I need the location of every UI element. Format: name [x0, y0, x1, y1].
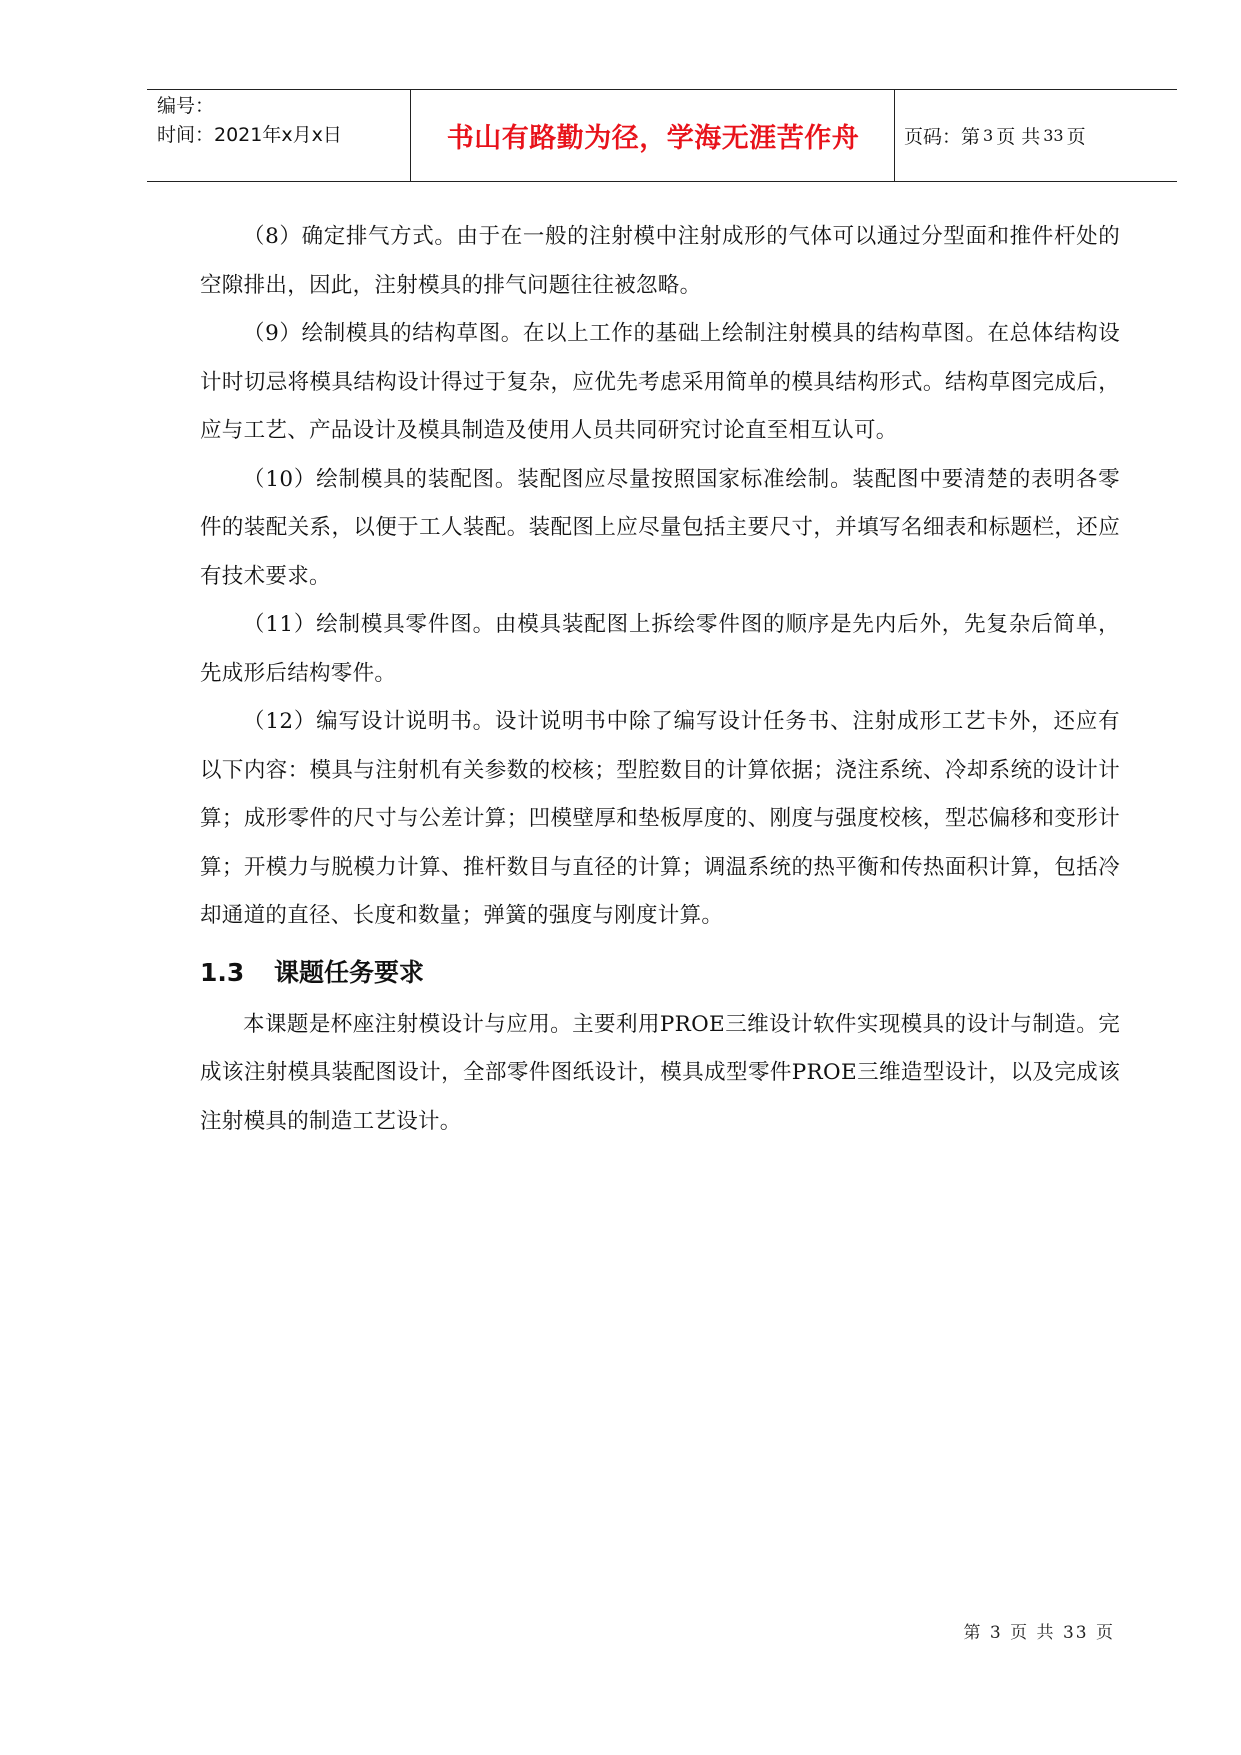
- header-divider: [894, 90, 895, 181]
- header-divider: [410, 90, 411, 181]
- section-paragraph: 本课题是杯座注射模设计与应用。主要利用PROE三维设计软件实现模具的设计与制造。完成该注射模具装配图设计，全部零件图纸设计，模具成型零件PROE三维造型设计，以及完成该注射模具的制造工艺设计。: [200, 1011, 1120, 1134]
- paragraph: （12）编写设计说明书。设计说明书中除了编写设计任务书、注射成形工艺卡外，还应有以下内容：模具与注射机有关参数的校核；型腔数目的计算依据；浇注系统、冷却系统的设计计算；成形零件的尺寸与公差计算；凹模壁厚和垫板厚度的、刚度与强度校核，型芯偏移和变形计算；开模力与脱模力计算、推杆数目与直径的计算；调温系统的热平衡和传热面积计算，包括冷却通道的直径、长度和数量；弹簧的强度与刚度计算。: [200, 709, 1120, 928]
- page-footer: 第 3 页 共 33 页: [963, 1623, 1115, 1643]
- header-page-info: [904, 90, 1086, 181]
- page-total: 33: [1043, 126, 1064, 145]
- serial-number-label: 编号：: [157, 95, 215, 117]
- document-body: [200, 213, 1120, 1146]
- date-label: 时间：2021年x月x日: [157, 124, 342, 146]
- paragraph: （11）绘制模具零件图。由模具装配图上拆绘零件图的顺序是先内后外，先复杂后简单，先成形后结构零件。: [200, 612, 1120, 686]
- page-prefix: 页码：第: [904, 126, 981, 148]
- header-motto: 书山有路勤为径，学海无涯苦作舟: [446, 123, 860, 154]
- paragraph: （10）绘制模具的装配图。装配图应尽量按照国家标准绘制。装配图中要清楚的表明各零件的装配关系，以便于工人装配。装配图上应尽量包括主要尺寸，并填写名细表和标题栏，还应有技术要求。: [200, 466, 1120, 589]
- page-header: [147, 89, 1177, 182]
- paragraph: （9）绘制模具的结构草图。在以上工作的基础上绘制注射模具的结构草图。在总体结构设计时切忌将模具结构设计得过于复杂，应优先考虑采用简单的模具结构形式。结构草图完成后，应与工艺、产品设计及模具制造及使用人员共同研究讨论直至相互认可。: [200, 321, 1120, 443]
- section-title: 课题任务要求: [274, 957, 425, 987]
- section-number: 1.3: [200, 957, 245, 987]
- page-suffix: 页: [1066, 126, 1086, 148]
- page-current: 3: [983, 126, 994, 145]
- page-middle: 页 共: [996, 126, 1041, 148]
- section-heading: [200, 953, 1120, 993]
- paragraph: （8）确定排气方式。由于在一般的注射模中注射成形的气体可以通过分型面和推件杆处的空隙排出，因此，注射模具的排气问题往往被忽略。: [200, 224, 1120, 298]
